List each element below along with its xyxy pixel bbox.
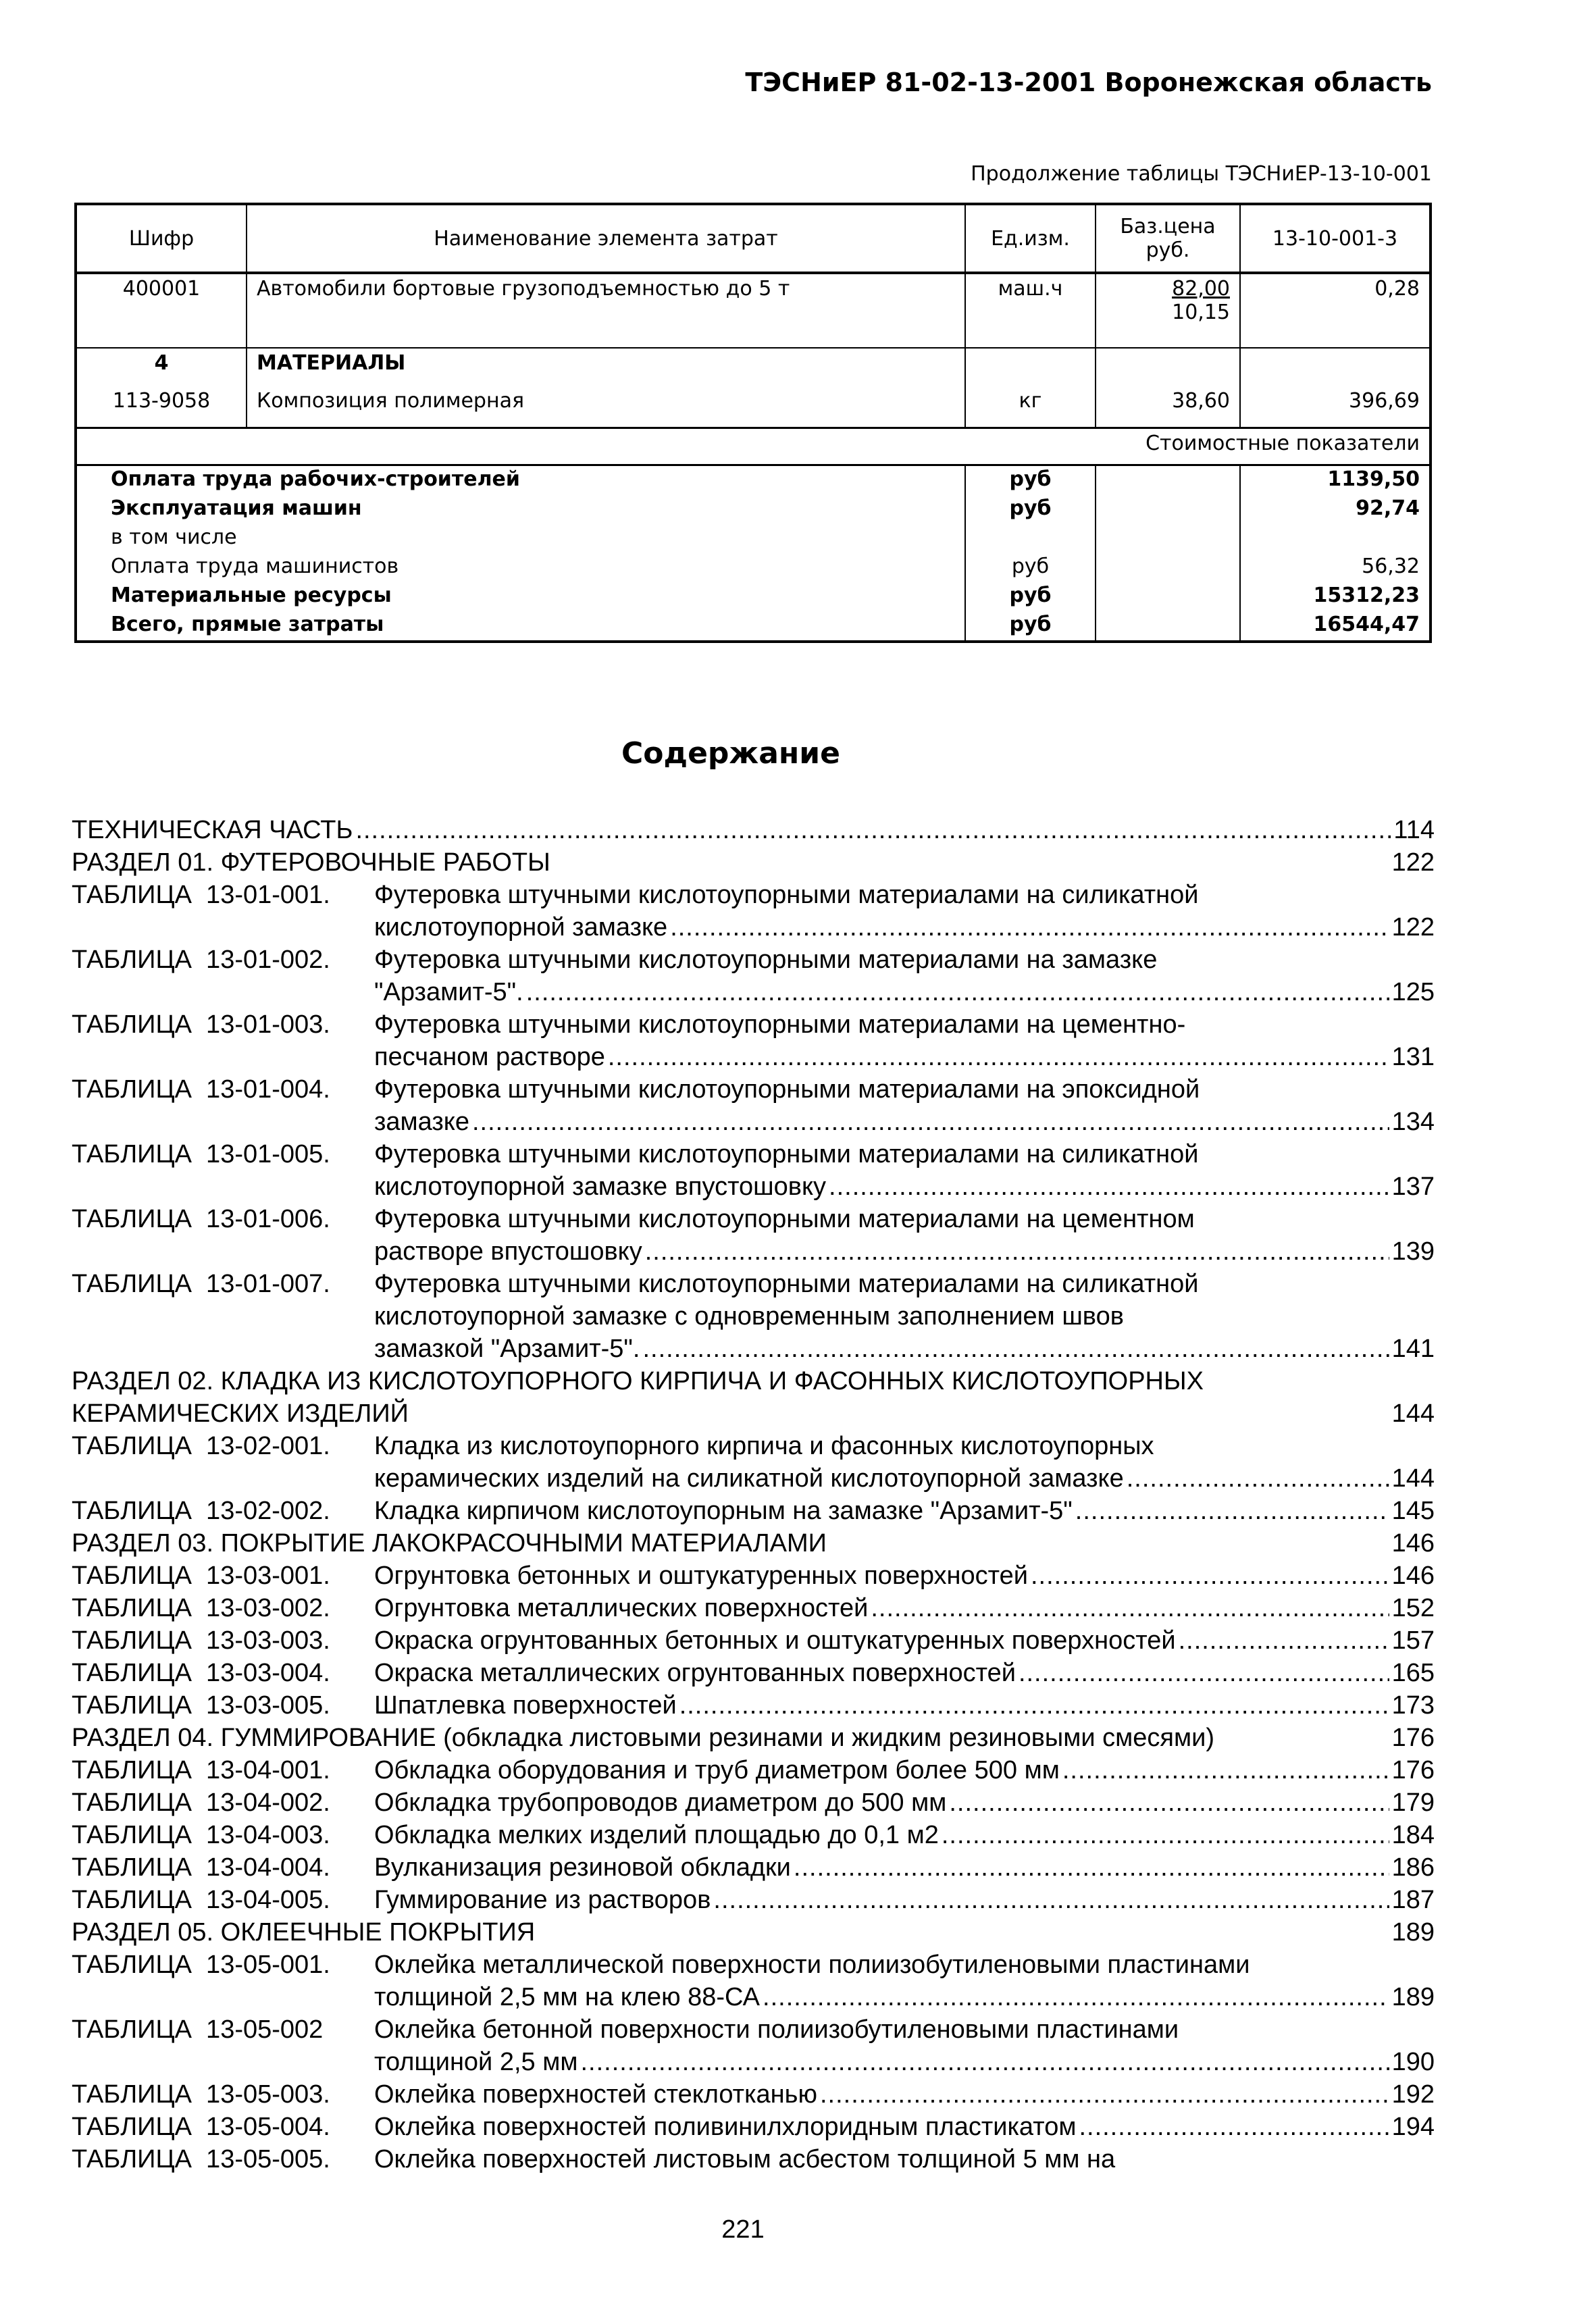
dot-leader <box>472 1106 1389 1138</box>
dot-leader <box>526 976 1389 1008</box>
dot-leader <box>580 2046 1389 2078</box>
price-main: 82,00 <box>1172 277 1230 301</box>
cell-unit: кг <box>965 386 1096 428</box>
dot-leader <box>871 1592 1389 1624</box>
section-row <box>76 348 1431 386</box>
toc-entry[interactable] <box>72 1495 1435 1527</box>
toc-entry-text: Оклейка поверхностей листовым асбестом толщиной 5 мм на <box>374 2145 1116 2173</box>
toc-entry[interactable] <box>72 1365 1435 1430</box>
toc-entry[interactable] <box>72 879 1435 944</box>
col-name: Наименование элемента затрат <box>247 204 965 273</box>
dot-leader <box>1019 1657 1389 1689</box>
price-secondary: 10,15 <box>1172 301 1230 324</box>
dot-leader <box>1127 1462 1389 1495</box>
toc-page-number: 137 <box>1391 1173 1435 1201</box>
toc-entry-text: керамических изделий на силикатной кислотоупорной замазке <box>374 1464 1124 1493</box>
toc-page-number: 139 <box>1391 1237 1435 1266</box>
toc-entry-prefix: ТАБЛИЦА 13-04-001. <box>72 1756 330 1784</box>
cell-code: 113-9058 <box>76 386 247 428</box>
toc-entry-text: Футеровка штучными кислотоупорными материалами на силикатной <box>374 1140 1199 1168</box>
dot-leader <box>645 1235 1389 1268</box>
totals-row <box>76 582 1431 611</box>
toc-entry[interactable] <box>72 1689 1435 1722</box>
totals-unit: руб <box>965 553 1096 582</box>
toc-entry[interactable] <box>72 1268 1435 1365</box>
toc-page-number: 141 <box>1391 1335 1435 1363</box>
col-norm: 13-10-001-3 <box>1240 204 1431 273</box>
totals-unit: руб <box>965 611 1096 642</box>
toc-entry-prefix: ТАБЛИЦА 13-05-004. <box>72 2113 330 2141</box>
page-number: 221 <box>721 2215 765 2244</box>
toc-entry[interactable] <box>72 1851 1435 1884</box>
toc-entry-text: Оклейка металлической поверхности полиизобутиленовыми пластинами <box>374 1951 1250 1979</box>
toc-entry-text: Футеровка штучными кислотоупорными материалами на цементном <box>374 1205 1195 1233</box>
toc-entry-prefix: ТАБЛИЦА 13-05-002 <box>72 2015 324 2044</box>
toc-entry[interactable] <box>72 1592 1435 1624</box>
totals-label: в том числе <box>76 524 965 553</box>
toc-entry-prefix: ТАБЛИЦА 13-03-004. <box>72 1659 330 1687</box>
col-price-line2: руб. <box>1145 238 1190 262</box>
cell-value: 0,28 <box>1240 273 1431 348</box>
toc-entry-text: замазке <box>374 1108 469 1136</box>
toc-page-number: 122 <box>1391 848 1435 877</box>
dot-leader <box>642 1333 1389 1365</box>
toc-entry-prefix: ТАБЛИЦА 13-02-001. <box>72 1432 330 1460</box>
cell-unit: маш.ч <box>965 273 1096 348</box>
dot-leader <box>670 911 1389 944</box>
dot-leader <box>713 1884 1389 1916</box>
toc-page-number: 134 <box>1391 1108 1435 1136</box>
totals-row <box>76 611 1431 642</box>
totals-label: Оплата труда рабочих-строителей <box>76 465 965 496</box>
totals-value: 16544,47 <box>1240 611 1431 642</box>
toc-entry-prefix: ТАБЛИЦА 13-03-005. <box>72 1691 330 1720</box>
toc-entry[interactable] <box>72 2013 1435 2078</box>
toc-entry-text: Шпатлевка поверхностей <box>374 1691 677 1720</box>
dot-leader <box>949 1786 1389 1819</box>
cell-value: 396,69 <box>1240 386 1431 428</box>
table-of-contents <box>72 814 1435 2176</box>
toc-entry-text: кислотоупорной замазке впустошовку <box>374 1173 827 1201</box>
toc-entry-prefix: ТАБЛИЦА 13-04-004. <box>72 1853 330 1882</box>
totals-unit <box>965 524 1096 553</box>
toc-entry-prefix: ТАБЛИЦА 13-01-006. <box>72 1205 330 1233</box>
toc-entry[interactable] <box>72 1949 1435 2013</box>
toc-entry-text: Кладка из кислотоупорного кирпича и фасонных кислотоупорных <box>374 1432 1154 1460</box>
toc-entry-text: КЕРАМИЧЕСКИХ ИЗДЕЛИЙ <box>72 1399 409 1428</box>
toc-entry-text: толщиной 2,5 мм <box>374 2048 578 2076</box>
running-header: ТЭСНиЕР 81-02-13-2001 Воронежская область <box>745 68 1432 97</box>
dot-leader <box>820 2078 1389 2111</box>
toc-entry-text: Огрунтовка металлических поверхностей <box>374 1594 869 1622</box>
cell-name: Композиция полимерная <box>247 386 965 428</box>
table-row <box>76 386 1431 428</box>
totals-label: Оплата труда машинистов <box>76 553 965 582</box>
toc-entry-text: РАЗДЕЛ 04. ГУММИРОВАНИЕ (обкладка листовыми резинами и жидким резиновыми смесями) <box>72 1724 1214 1752</box>
toc-page-number: 165 <box>1391 1659 1435 1687</box>
table-continuation-caption: Продолжение таблицы ТЭСНиЕР-13-10-001 <box>971 162 1432 186</box>
cell-code: 400001 <box>76 273 247 348</box>
toc-entry-text: Футеровка штучными кислотоупорными материалами на силикатной <box>374 881 1199 909</box>
totals-label: Эксплуатация машин <box>76 495 965 524</box>
totals-row <box>76 465 1431 496</box>
toc-entry-text: замазкой "Арзамит-5". <box>374 1335 640 1363</box>
toc-entry[interactable] <box>72 814 1435 846</box>
totals-row <box>76 553 1431 582</box>
toc-entry-prefix: ТАБЛИЦА 13-05-003. <box>72 2080 330 2109</box>
cost-header-row <box>76 428 1431 465</box>
dot-leader <box>608 1041 1389 1073</box>
toc-entry-text: РАЗДЕЛ 01. ФУТЕРОВОЧНЫЕ РАБОТЫ <box>72 848 550 877</box>
col-code: Шифр <box>76 204 247 273</box>
toc-entry-prefix: ТАБЛИЦА 13-05-001. <box>72 1951 330 1979</box>
toc-title: Содержание <box>621 736 840 771</box>
toc-entry-prefix: ТАБЛИЦА 13-04-005. <box>72 1886 330 1914</box>
toc-entry[interactable] <box>72 1008 1435 1073</box>
cost-header: Стоимостные показатели <box>76 428 1431 465</box>
toc-entry[interactable] <box>72 1786 1435 1819</box>
toc-entry-text: Обкладка трубопроводов диаметром до 500 мм <box>374 1789 947 1817</box>
toc-page-number: 187 <box>1391 1886 1435 1914</box>
totals-value <box>1240 524 1431 553</box>
toc-page-number: 189 <box>1391 1918 1435 1947</box>
toc-entry-prefix: ТАБЛИЦА 13-02-002. <box>72 1497 330 1525</box>
table-header-row <box>76 204 1431 273</box>
totals-unit: руб <box>965 495 1096 524</box>
toc-page-number: 152 <box>1391 1594 1435 1622</box>
toc-entry-prefix: ТАБЛИЦА 13-03-002. <box>72 1594 330 1622</box>
dot-leader <box>679 1689 1389 1722</box>
dot-leader <box>1062 1754 1389 1786</box>
cell-price <box>1096 273 1240 348</box>
dot-leader <box>942 1819 1389 1851</box>
toc-entry[interactable] <box>72 1624 1435 1657</box>
col-price <box>1096 204 1240 273</box>
toc-entry-text: Обкладка оборудования и труб диаметром более 500 мм <box>374 1756 1060 1784</box>
toc-entry-prefix: ТАБЛИЦА 13-04-002. <box>72 1789 330 1817</box>
table-row <box>76 273 1431 348</box>
cell-name: Автомобили бортовые грузоподъемностью до 5 т <box>247 273 965 348</box>
toc-entry-prefix: ТАБЛИЦА 13-01-007. <box>72 1270 330 1298</box>
toc-entry[interactable] <box>72 1819 1435 1851</box>
toc-page-number: 114 <box>1393 816 1435 844</box>
toc-entry-text: РАЗДЕЛ 02. КЛАДКА ИЗ КИСЛОТОУПОРНОГО КИРПИЧА И ФАСОННЫХ КИСЛОТОУПОРНЫХ <box>72 1367 1204 1395</box>
toc-entry-text: Оклейка поверхностей стеклотканью <box>374 2080 817 2109</box>
toc-entry-text: кислотоупорной замазке с одновременным заполнением швов <box>374 1302 1124 1331</box>
toc-entry[interactable] <box>72 1527 1435 1560</box>
toc-page-number: 176 <box>1391 1724 1435 1752</box>
toc-entry[interactable] <box>72 1073 1435 1138</box>
toc-entry-text: Обкладка мелких изделий площадью до 0,1 м2 <box>374 1821 939 1849</box>
toc-entry-text: Оклейка бетонной поверхности полиизобутиленовыми пластинами <box>374 2015 1179 2044</box>
toc-entry-text: Кладка кирпичом кислотоупорным на замазке "Арзамит-5" <box>374 1497 1073 1525</box>
toc-entry[interactable] <box>72 1430 1435 1495</box>
toc-page-number: 157 <box>1391 1626 1435 1655</box>
toc-page-number: 144 <box>1391 1399 1435 1428</box>
toc-entry-prefix: ТАБЛИЦА 13-03-003. <box>72 1626 330 1655</box>
toc-entry-text: РАЗДЕЛ 03. ПОКРЫТИЕ ЛАКОКРАСОЧНЫМИ МАТЕРИАЛАМИ <box>72 1529 827 1558</box>
totals-unit: руб <box>965 465 1096 496</box>
toc-entry-text: Оклейка поверхностей поливинилхлоридным пластикатом <box>374 2113 1077 2141</box>
toc-page-number: 146 <box>1391 1562 1435 1590</box>
toc-page-number: 122 <box>1391 913 1435 942</box>
toc-entry[interactable] <box>72 944 1435 1008</box>
dot-leader <box>1075 1495 1389 1527</box>
toc-entry-prefix: ТАБЛИЦА 13-01-003. <box>72 1010 330 1039</box>
toc-entry-prefix: ТАБЛИЦА 13-01-001. <box>72 881 330 909</box>
totals-value: 56,32 <box>1240 553 1431 582</box>
totals-value: 1139,50 <box>1240 465 1431 496</box>
toc-page-number: 145 <box>1391 1497 1435 1525</box>
toc-entry[interactable] <box>72 1754 1435 1786</box>
toc-entry-prefix: ТАБЛИЦА 13-03-001. <box>72 1562 330 1590</box>
toc-entry-prefix: ТАБЛИЦА 13-01-004. <box>72 1075 330 1104</box>
toc-entry[interactable] <box>72 1560 1435 1592</box>
totals-label: Материальные ресурсы <box>76 582 965 611</box>
toc-page-number: 125 <box>1391 978 1435 1006</box>
toc-page-number: 190 <box>1391 2048 1435 2076</box>
totals-unit: руб <box>965 582 1096 611</box>
toc-entry-prefix: ТАБЛИЦА 13-01-002. <box>72 946 330 974</box>
toc-entry[interactable] <box>72 1916 1435 1949</box>
toc-page-number: 176 <box>1391 1756 1435 1784</box>
dot-leader <box>1079 2111 1389 2143</box>
toc-page-number: 189 <box>1391 1983 1435 2011</box>
toc-entry[interactable] <box>72 1203 1435 1268</box>
toc-entry[interactable] <box>72 1657 1435 1689</box>
toc-page-number: 131 <box>1391 1043 1435 1071</box>
totals-row <box>76 524 1431 553</box>
toc-entry-text: Футеровка штучными кислотоупорными материалами на силикатной <box>374 1270 1199 1298</box>
dot-leader <box>1031 1560 1389 1592</box>
toc-entry[interactable] <box>72 846 1435 879</box>
toc-page-number: 146 <box>1391 1529 1435 1558</box>
toc-page-number: 173 <box>1391 1691 1435 1720</box>
toc-entry-text: Футеровка штучными кислотоупорными материалами на эпоксидной <box>374 1075 1200 1104</box>
toc-entry[interactable] <box>72 2111 1435 2143</box>
toc-entry-prefix: ТАБЛИЦА 13-05-005. <box>72 2145 330 2173</box>
toc-entry-text: ТЕХНИЧЕСКАЯ ЧАСТЬ <box>72 816 353 844</box>
toc-page-number: 192 <box>1391 2080 1435 2109</box>
toc-entry[interactable] <box>72 2078 1435 2111</box>
toc-entry-text: Окраска металлических огрунтованных поверхностей <box>374 1659 1016 1687</box>
toc-page-number: 184 <box>1391 1821 1435 1849</box>
dot-leader <box>1179 1624 1389 1657</box>
toc-entry[interactable] <box>72 2143 1435 2176</box>
toc-entry-text: Футеровка штучными кислотоупорными материалами на замазке <box>374 946 1158 974</box>
toc-page-number: 144 <box>1391 1464 1435 1493</box>
totals-row <box>76 495 1431 524</box>
toc-entry-text: кислотоупорной замазке <box>374 913 668 942</box>
toc-entry-text: толщиной 2,5 мм на клею 88-СА <box>374 1983 761 2011</box>
toc-entry-text: "Арзамит-5". <box>374 978 523 1006</box>
toc-entry-text: Футеровка штучными кислотоупорными материалами на цементно- <box>374 1010 1186 1039</box>
toc-entry[interactable] <box>72 1884 1435 1916</box>
totals-label: Всего, прямые затраты <box>76 611 965 642</box>
totals-value: 15312,23 <box>1240 582 1431 611</box>
toc-entry-text: растворе впустошовку <box>374 1237 642 1266</box>
cell-price: 38,60 <box>1096 386 1240 428</box>
col-unit: Ед.изм. <box>965 204 1096 273</box>
estimate-table <box>74 203 1432 643</box>
totals-value: 92,74 <box>1240 495 1431 524</box>
toc-page-number: 186 <box>1391 1853 1435 1882</box>
toc-entry-prefix: ТАБЛИЦА 13-01-005. <box>72 1140 330 1168</box>
col-price-line1: Баз.цена <box>1120 215 1216 238</box>
toc-entry-prefix: ТАБЛИЦА 13-04-003. <box>72 1821 330 1849</box>
toc-entry-text: песчаном растворе <box>374 1043 605 1071</box>
section-name: МАТЕРИАЛЫ <box>247 348 965 386</box>
dot-leader <box>794 1851 1389 1884</box>
toc-entry-text: Гуммирование из растворов <box>374 1886 711 1914</box>
dot-leader <box>829 1170 1389 1203</box>
toc-entry-text: Вулканизация резиновой обкладки <box>374 1853 791 1882</box>
toc-entry-text: Окраска огрунтованных бетонных и оштукатуренных поверхностей <box>374 1626 1176 1655</box>
section-code: 4 <box>76 348 247 386</box>
toc-entry[interactable] <box>72 1138 1435 1203</box>
toc-page-number: 179 <box>1391 1789 1435 1817</box>
toc-entry-text: РАЗДЕЛ 05. ОКЛЕЕЧНЫЕ ПОКРЫТИЯ <box>72 1918 536 1947</box>
dot-leader <box>355 814 1391 846</box>
dot-leader <box>763 1981 1389 2013</box>
toc-entry-text: Огрунтовка бетонных и оштукатуренных поверхностей <box>374 1562 1028 1590</box>
toc-entry[interactable] <box>72 1722 1435 1754</box>
toc-page-number: 194 <box>1391 2113 1435 2141</box>
